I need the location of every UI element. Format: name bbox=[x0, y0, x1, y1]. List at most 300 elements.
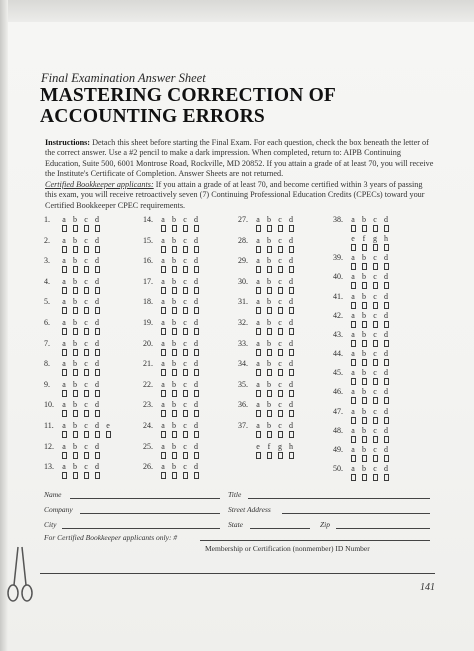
answer-checkbox[interactable] bbox=[289, 390, 294, 397]
option-letter: a bbox=[351, 349, 355, 359]
option-letter: a bbox=[351, 329, 355, 339]
answer-checkbox[interactable] bbox=[351, 282, 356, 289]
option-letter: a bbox=[351, 291, 355, 301]
answer-checkbox[interactable] bbox=[194, 452, 199, 459]
answer-checkbox[interactable] bbox=[106, 431, 111, 438]
answer-checkbox[interactable] bbox=[194, 307, 199, 314]
answer-checkbox[interactable] bbox=[95, 349, 100, 356]
answer-checkbox[interactable] bbox=[351, 244, 356, 251]
answer-checkbox[interactable] bbox=[278, 246, 283, 253]
answer-checkbox[interactable] bbox=[84, 349, 89, 356]
option-letter: c bbox=[183, 318, 187, 327]
answer-checkbox[interactable] bbox=[183, 225, 188, 232]
answer-checkbox[interactable] bbox=[384, 474, 389, 481]
option-letter: d bbox=[289, 338, 293, 348]
option-letter: d bbox=[95, 215, 99, 224]
answer-checkbox[interactable] bbox=[384, 263, 389, 270]
answer-row bbox=[238, 421, 320, 443]
answer-checkbox[interactable] bbox=[73, 452, 78, 459]
question-number: 48. bbox=[333, 425, 343, 435]
answer-checkbox[interactable] bbox=[84, 287, 89, 294]
answer-checkbox[interactable] bbox=[194, 225, 199, 232]
answer-checkbox[interactable] bbox=[384, 340, 389, 347]
answer-checkbox[interactable] bbox=[73, 410, 78, 417]
name-field[interactable] bbox=[70, 498, 220, 499]
answer-checkbox[interactable] bbox=[267, 328, 272, 335]
answer-checkbox[interactable] bbox=[289, 287, 294, 294]
answer-checkbox[interactable] bbox=[373, 340, 378, 347]
answer-checkbox[interactable] bbox=[183, 328, 188, 335]
answer-checkbox[interactable] bbox=[267, 431, 272, 438]
answer-checkbox[interactable] bbox=[373, 302, 378, 309]
answer-checkbox[interactable] bbox=[62, 246, 67, 253]
option-letter: c bbox=[373, 329, 377, 339]
answer-row bbox=[44, 236, 126, 258]
answer-checkbox[interactable] bbox=[373, 378, 378, 385]
answer-checkbox[interactable] bbox=[161, 246, 166, 253]
answer-checkbox[interactable] bbox=[289, 225, 294, 232]
answer-checkbox[interactable] bbox=[351, 263, 356, 270]
answer-checkbox[interactable] bbox=[172, 410, 177, 417]
answer-checkbox[interactable] bbox=[289, 328, 294, 335]
answer-checkbox[interactable] bbox=[194, 390, 199, 397]
answer-checkbox[interactable] bbox=[172, 390, 177, 397]
city-field[interactable] bbox=[62, 528, 220, 529]
option-letter: c bbox=[84, 276, 88, 286]
answer-checkbox[interactable] bbox=[95, 246, 100, 253]
answer-row bbox=[44, 462, 126, 484]
question-number: 29. bbox=[238, 256, 248, 266]
answer-checkbox[interactable] bbox=[351, 436, 356, 443]
answer-checkbox[interactable] bbox=[256, 410, 261, 417]
answer-checkbox[interactable] bbox=[278, 390, 283, 397]
answer-checkbox[interactable] bbox=[351, 378, 356, 385]
answer-row bbox=[44, 215, 126, 237]
option-letter: e bbox=[106, 421, 110, 430]
answer-checkbox[interactable] bbox=[256, 287, 261, 294]
question-number: 23. bbox=[143, 400, 153, 410]
answer-checkbox[interactable] bbox=[384, 378, 389, 385]
question-number: 5. bbox=[44, 297, 50, 307]
answer-checkbox[interactable] bbox=[373, 282, 378, 289]
answer-checkbox[interactable] bbox=[73, 369, 78, 376]
answer-checkbox[interactable] bbox=[267, 390, 272, 397]
answer-checkbox[interactable] bbox=[172, 246, 177, 253]
answer-checkbox[interactable] bbox=[256, 390, 261, 397]
answer-checkbox[interactable] bbox=[84, 266, 89, 273]
answer-checkbox[interactable] bbox=[95, 328, 100, 335]
answer-checkbox[interactable] bbox=[161, 287, 166, 294]
option-letter: a bbox=[161, 359, 165, 369]
option-letter: d bbox=[289, 318, 293, 327]
answer-checkbox[interactable] bbox=[161, 390, 166, 397]
answer-checkbox[interactable] bbox=[95, 410, 100, 417]
option-letter: b bbox=[172, 297, 176, 307]
answer-checkbox[interactable] bbox=[267, 246, 272, 253]
option-letter: c bbox=[373, 387, 377, 397]
answer-checkbox[interactable] bbox=[73, 246, 78, 253]
option-letter: b bbox=[172, 359, 176, 369]
answer-checkbox[interactable] bbox=[73, 287, 78, 294]
answer-checkbox[interactable] bbox=[84, 246, 89, 253]
question-number: 33. bbox=[238, 338, 248, 348]
answer-checkbox[interactable] bbox=[95, 287, 100, 294]
answer-checkbox[interactable] bbox=[172, 472, 177, 479]
zip-field[interactable] bbox=[336, 528, 430, 529]
answer-checkbox[interactable] bbox=[373, 397, 378, 404]
question-number: 1. bbox=[44, 215, 50, 224]
option-letter: b bbox=[267, 338, 271, 348]
answer-checkbox[interactable] bbox=[183, 307, 188, 314]
answer-checkbox[interactable] bbox=[267, 410, 272, 417]
answer-checkbox[interactable] bbox=[384, 359, 389, 366]
option-letter: c bbox=[373, 368, 377, 378]
answer-checkbox[interactable] bbox=[84, 431, 89, 438]
answer-checkbox[interactable] bbox=[73, 266, 78, 273]
option-letter: d bbox=[95, 276, 99, 286]
answer-checkbox[interactable] bbox=[384, 417, 389, 424]
answer-checkbox[interactable] bbox=[172, 452, 177, 459]
answer-row bbox=[238, 380, 320, 402]
answer-checkbox[interactable] bbox=[62, 410, 67, 417]
answer-checkbox[interactable] bbox=[172, 349, 177, 356]
answer-checkbox[interactable] bbox=[183, 246, 188, 253]
option-letter: c bbox=[373, 349, 377, 359]
answer-checkbox[interactable] bbox=[289, 369, 294, 376]
option-letter: a bbox=[62, 400, 66, 410]
answer-checkbox[interactable] bbox=[362, 244, 367, 251]
question-number: 43. bbox=[333, 329, 343, 339]
option-letter: b bbox=[362, 349, 366, 359]
option-letter: c bbox=[183, 276, 187, 286]
answer-checkbox[interactable] bbox=[84, 307, 89, 314]
answer-checkbox[interactable] bbox=[384, 244, 389, 251]
answer-checkbox[interactable] bbox=[289, 266, 294, 273]
answer-checkbox[interactable] bbox=[194, 266, 199, 273]
answer-row bbox=[143, 400, 225, 422]
answer-checkbox[interactable] bbox=[256, 369, 261, 376]
answer-checkbox[interactable] bbox=[384, 455, 389, 462]
answer-row bbox=[143, 462, 225, 484]
option-letter: b bbox=[73, 318, 77, 327]
answer-checkbox[interactable] bbox=[95, 390, 100, 397]
state-field[interactable] bbox=[250, 528, 310, 529]
answer-checkbox[interactable] bbox=[183, 349, 188, 356]
answer-checkbox[interactable] bbox=[194, 349, 199, 356]
answer-checkbox[interactable] bbox=[161, 349, 166, 356]
answer-checkbox[interactable] bbox=[95, 307, 100, 314]
answer-checkbox[interactable] bbox=[278, 349, 283, 356]
answer-checkbox[interactable] bbox=[95, 452, 100, 459]
company-field[interactable] bbox=[80, 513, 220, 514]
answer-checkbox[interactable] bbox=[373, 455, 378, 462]
option-letter: c bbox=[373, 310, 377, 320]
page-title-line-2: ACCOUNTING ERRORS bbox=[40, 106, 265, 127]
answer-checkbox[interactable] bbox=[278, 266, 283, 273]
answer-checkbox[interactable] bbox=[73, 307, 78, 314]
option-letter: a bbox=[351, 387, 355, 397]
answer-checkbox[interactable] bbox=[95, 431, 100, 438]
answer-row bbox=[143, 421, 225, 443]
answer-checkbox[interactable] bbox=[384, 225, 389, 232]
answer-checkbox[interactable] bbox=[62, 452, 67, 459]
answer-checkbox[interactable] bbox=[172, 287, 177, 294]
answer-checkbox[interactable] bbox=[194, 431, 199, 438]
answer-checkbox[interactable] bbox=[161, 452, 166, 459]
answer-checkbox[interactable] bbox=[373, 263, 378, 270]
answer-checkbox[interactable] bbox=[362, 474, 367, 481]
answer-checkbox[interactable] bbox=[73, 472, 78, 479]
answer-checkbox[interactable] bbox=[351, 455, 356, 462]
option-letter: d bbox=[384, 387, 388, 397]
answer-checkbox[interactable] bbox=[351, 340, 356, 347]
answer-checkbox[interactable] bbox=[73, 328, 78, 335]
option-letter: d bbox=[95, 379, 99, 389]
answer-checkbox[interactable] bbox=[62, 328, 67, 335]
answer-checkbox[interactable] bbox=[362, 302, 367, 309]
answer-checkbox[interactable] bbox=[161, 225, 166, 232]
answer-checkbox[interactable] bbox=[384, 321, 389, 328]
answer-checkbox[interactable] bbox=[373, 225, 378, 232]
option-letter: b bbox=[172, 276, 176, 286]
answer-checkbox[interactable] bbox=[256, 246, 261, 253]
answer-checkbox[interactable] bbox=[289, 452, 294, 459]
answer-checkbox[interactable] bbox=[161, 307, 166, 314]
answer-checkbox[interactable] bbox=[278, 452, 283, 459]
option-letter: a bbox=[256, 400, 260, 410]
street-address-field[interactable] bbox=[282, 513, 430, 514]
answer-checkbox[interactable] bbox=[95, 369, 100, 376]
answer-checkbox[interactable] bbox=[384, 282, 389, 289]
answer-checkbox[interactable] bbox=[373, 321, 378, 328]
answer-checkbox[interactable] bbox=[194, 287, 199, 294]
answer-checkbox[interactable] bbox=[362, 340, 367, 347]
answer-checkbox[interactable] bbox=[373, 474, 378, 481]
answer-row bbox=[238, 442, 320, 464]
answer-checkbox[interactable] bbox=[289, 431, 294, 438]
option-letter: c bbox=[373, 425, 377, 435]
answer-checkbox[interactable] bbox=[267, 266, 272, 273]
option-letter: b bbox=[267, 297, 271, 307]
answer-checkbox[interactable] bbox=[73, 225, 78, 232]
answer-checkbox[interactable] bbox=[384, 436, 389, 443]
answer-checkbox[interactable] bbox=[84, 328, 89, 335]
title-field[interactable] bbox=[248, 498, 430, 499]
answer-checkbox[interactable] bbox=[256, 266, 261, 273]
answer-checkbox[interactable] bbox=[267, 452, 272, 459]
answer-checkbox[interactable] bbox=[362, 417, 367, 424]
answer-checkbox[interactable] bbox=[278, 307, 283, 314]
answer-checkbox[interactable] bbox=[289, 410, 294, 417]
answer-checkbox[interactable] bbox=[73, 349, 78, 356]
answer-row bbox=[238, 359, 320, 381]
answer-checkbox[interactable] bbox=[183, 410, 188, 417]
option-letter: c bbox=[278, 338, 282, 348]
question-number: 7. bbox=[44, 338, 50, 348]
option-letter: d bbox=[289, 400, 293, 410]
answer-checkbox[interactable] bbox=[183, 287, 188, 294]
option-letter: f bbox=[267, 441, 271, 451]
answer-checkbox[interactable] bbox=[62, 225, 67, 232]
answer-checkbox[interactable] bbox=[161, 369, 166, 376]
answer-checkbox[interactable] bbox=[384, 302, 389, 309]
answer-checkbox[interactable] bbox=[95, 472, 100, 479]
option-letter: a bbox=[161, 379, 165, 389]
answer-checkbox[interactable] bbox=[289, 307, 294, 314]
answer-checkbox[interactable] bbox=[373, 436, 378, 443]
answer-checkbox[interactable] bbox=[183, 431, 188, 438]
answer-checkbox[interactable] bbox=[161, 266, 166, 273]
answer-checkbox[interactable] bbox=[183, 390, 188, 397]
option-letter: c bbox=[84, 235, 88, 245]
answer-checkbox[interactable] bbox=[278, 410, 283, 417]
answer-checkbox[interactable] bbox=[256, 307, 261, 314]
answer-checkbox[interactable] bbox=[267, 287, 272, 294]
answer-checkbox[interactable] bbox=[194, 369, 199, 376]
question-number: 13. bbox=[44, 462, 54, 472]
answer-checkbox[interactable] bbox=[278, 431, 283, 438]
option-letter: d bbox=[289, 359, 293, 369]
question-number: 47. bbox=[333, 406, 343, 416]
question-number: 20. bbox=[143, 338, 153, 348]
answer-checkbox[interactable] bbox=[84, 452, 89, 459]
option-letter: c bbox=[183, 421, 187, 430]
answer-checkbox[interactable] bbox=[256, 452, 261, 459]
answer-checkbox[interactable] bbox=[362, 321, 367, 328]
answer-checkbox[interactable] bbox=[373, 244, 378, 251]
answer-checkbox[interactable] bbox=[351, 359, 356, 366]
answer-checkbox[interactable] bbox=[362, 225, 367, 232]
option-letter: a bbox=[351, 272, 355, 282]
answer-checkbox[interactable] bbox=[183, 369, 188, 376]
answer-checkbox[interactable] bbox=[84, 369, 89, 376]
answer-checkbox[interactable] bbox=[351, 225, 356, 232]
membership-id-field[interactable] bbox=[200, 540, 430, 541]
answer-checkbox[interactable] bbox=[256, 328, 261, 335]
answer-checkbox[interactable] bbox=[62, 307, 67, 314]
option-letter: b bbox=[362, 368, 366, 378]
answer-checkbox[interactable] bbox=[84, 225, 89, 232]
answer-checkbox[interactable] bbox=[62, 266, 67, 273]
answer-checkbox[interactable] bbox=[362, 263, 367, 270]
answer-checkbox[interactable] bbox=[62, 369, 67, 376]
answer-checkbox[interactable] bbox=[351, 417, 356, 424]
option-letter: c bbox=[84, 400, 88, 410]
answer-checkbox[interactable] bbox=[62, 349, 67, 356]
answer-checkbox[interactable] bbox=[95, 266, 100, 273]
option-letter: a bbox=[256, 235, 260, 245]
answer-checkbox[interactable] bbox=[172, 369, 177, 376]
answer-checkbox[interactable] bbox=[362, 397, 367, 404]
answer-checkbox[interactable] bbox=[183, 266, 188, 273]
option-letter: a bbox=[256, 256, 260, 266]
answer-checkbox[interactable] bbox=[351, 397, 356, 404]
answer-checkbox[interactable] bbox=[62, 472, 67, 479]
option-letter: b bbox=[172, 235, 176, 245]
answer-checkbox[interactable] bbox=[351, 302, 356, 309]
answer-checkbox[interactable] bbox=[95, 225, 100, 232]
answer-checkbox[interactable] bbox=[183, 452, 188, 459]
answer-checkbox[interactable] bbox=[362, 455, 367, 462]
question-number: 39. bbox=[333, 253, 343, 263]
answer-checkbox[interactable] bbox=[172, 307, 177, 314]
answer-row bbox=[143, 359, 225, 381]
answer-checkbox[interactable] bbox=[289, 246, 294, 253]
answer-checkbox[interactable] bbox=[256, 225, 261, 232]
option-letter: d bbox=[95, 338, 99, 348]
answer-checkbox[interactable] bbox=[267, 369, 272, 376]
option-letter: a bbox=[62, 338, 66, 348]
answer-checkbox[interactable] bbox=[194, 410, 199, 417]
option-letter: a bbox=[256, 297, 260, 307]
option-letter: d bbox=[194, 462, 198, 472]
answer-checkbox[interactable] bbox=[278, 287, 283, 294]
answer-checkbox[interactable] bbox=[84, 472, 89, 479]
answer-checkbox[interactable] bbox=[256, 349, 261, 356]
answer-row bbox=[143, 277, 225, 299]
option-letter: b bbox=[267, 276, 271, 286]
answer-row bbox=[238, 215, 320, 237]
question-number: 28. bbox=[238, 235, 248, 245]
option-letter: d bbox=[95, 359, 99, 369]
answer-checkbox[interactable] bbox=[362, 359, 367, 366]
answer-checkbox[interactable] bbox=[161, 410, 166, 417]
answer-checkbox[interactable] bbox=[289, 349, 294, 356]
answer-checkbox[interactable] bbox=[267, 349, 272, 356]
answer-checkbox[interactable] bbox=[362, 282, 367, 289]
answer-checkbox[interactable] bbox=[267, 307, 272, 314]
answer-checkbox[interactable] bbox=[161, 431, 166, 438]
answer-row bbox=[238, 236, 320, 258]
option-letter: a bbox=[62, 256, 66, 266]
answer-checkbox[interactable] bbox=[351, 474, 356, 481]
answer-checkbox[interactable] bbox=[172, 431, 177, 438]
answer-checkbox[interactable] bbox=[278, 328, 283, 335]
answer-checkbox[interactable] bbox=[278, 225, 283, 232]
answer-checkbox[interactable] bbox=[373, 417, 378, 424]
answer-checkbox[interactable] bbox=[194, 472, 199, 479]
answer-checkbox[interactable] bbox=[73, 390, 78, 397]
answer-checkbox[interactable] bbox=[161, 328, 166, 335]
answer-checkbox[interactable] bbox=[267, 225, 272, 232]
answer-checkbox[interactable] bbox=[183, 472, 188, 479]
answer-checkbox[interactable] bbox=[194, 246, 199, 253]
answer-checkbox[interactable] bbox=[62, 287, 67, 294]
option-letter: b bbox=[73, 297, 77, 307]
answer-checkbox[interactable] bbox=[73, 431, 78, 438]
answer-checkbox[interactable] bbox=[84, 390, 89, 397]
answer-checkbox[interactable] bbox=[62, 390, 67, 397]
answer-checkbox[interactable] bbox=[373, 359, 378, 366]
answer-checkbox[interactable] bbox=[84, 410, 89, 417]
answer-checkbox[interactable] bbox=[256, 431, 261, 438]
answer-checkbox[interactable] bbox=[172, 266, 177, 273]
answer-checkbox[interactable] bbox=[362, 378, 367, 385]
answer-checkbox[interactable] bbox=[278, 369, 283, 376]
answer-checkbox[interactable] bbox=[172, 328, 177, 335]
option-letter: b bbox=[172, 441, 176, 451]
answer-checkbox[interactable] bbox=[351, 321, 356, 328]
answer-checkbox[interactable] bbox=[362, 436, 367, 443]
answer-checkbox[interactable] bbox=[161, 472, 166, 479]
answer-row bbox=[143, 442, 225, 464]
answer-checkbox[interactable] bbox=[384, 397, 389, 404]
answer-checkbox[interactable] bbox=[172, 225, 177, 232]
answer-checkbox[interactable] bbox=[62, 431, 67, 438]
answer-row bbox=[143, 297, 225, 319]
answer-row bbox=[44, 421, 126, 443]
answer-checkbox[interactable] bbox=[194, 328, 199, 335]
